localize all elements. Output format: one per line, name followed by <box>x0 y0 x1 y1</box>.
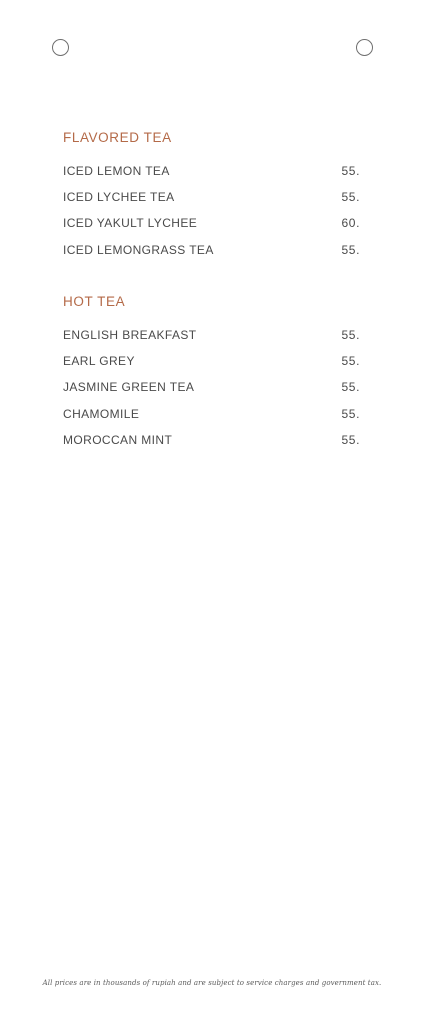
menu-item <box>63 380 360 406</box>
menu-item <box>63 243 360 269</box>
menu-item-name: ICED LEMONGRASS TEA <box>63 242 214 257</box>
menu-item-price: 60. <box>341 216 360 231</box>
menu-item-price: 55. <box>341 380 360 395</box>
menu-item-name: MOROCCAN MINT <box>63 432 173 447</box>
menu-item-price: 55. <box>341 328 360 342</box>
menu-item-price: 55. <box>341 354 360 369</box>
menu-item-name: EARL GREY <box>63 354 135 369</box>
menu-item-name: JASMINE GREEN TEA <box>63 380 195 395</box>
menu-item-name: ICED LYCHEE TEA <box>63 190 175 205</box>
menu-item <box>63 407 360 433</box>
menu-list-flavored-tea <box>63 164 360 269</box>
menu-list-hot-tea <box>63 328 360 459</box>
menu-item <box>63 190 360 216</box>
binder-hole-left <box>52 39 69 56</box>
price-disclaimer: All prices are in thousands of rupiah and are subject to service charges and government tax. <box>42 979 382 987</box>
menu-item <box>63 354 360 380</box>
menu-item-name: CHAMOMILE <box>63 406 140 421</box>
binder-hole-right <box>356 39 373 56</box>
menu-item-price: 55. <box>341 406 360 421</box>
menu-item <box>63 216 360 242</box>
menu-item-price: 55. <box>341 432 360 447</box>
menu-item-price: 55. <box>341 164 360 178</box>
section-title-hot-tea: HOT TEA <box>63 294 126 309</box>
section-title-flavored-tea: FLAVORED TEA <box>63 130 172 145</box>
menu-item-name: ICED LEMON TEA <box>63 164 170 178</box>
menu-item <box>63 328 360 354</box>
menu-item <box>63 433 360 459</box>
menu-item-name: ICED YAKULT LYCHEE <box>63 216 198 231</box>
menu-item-price: 55. <box>341 190 360 205</box>
menu-item <box>63 164 360 190</box>
menu-item-price: 55. <box>341 242 360 257</box>
menu-item-name: ENGLISH BREAKFAST <box>63 328 197 342</box>
